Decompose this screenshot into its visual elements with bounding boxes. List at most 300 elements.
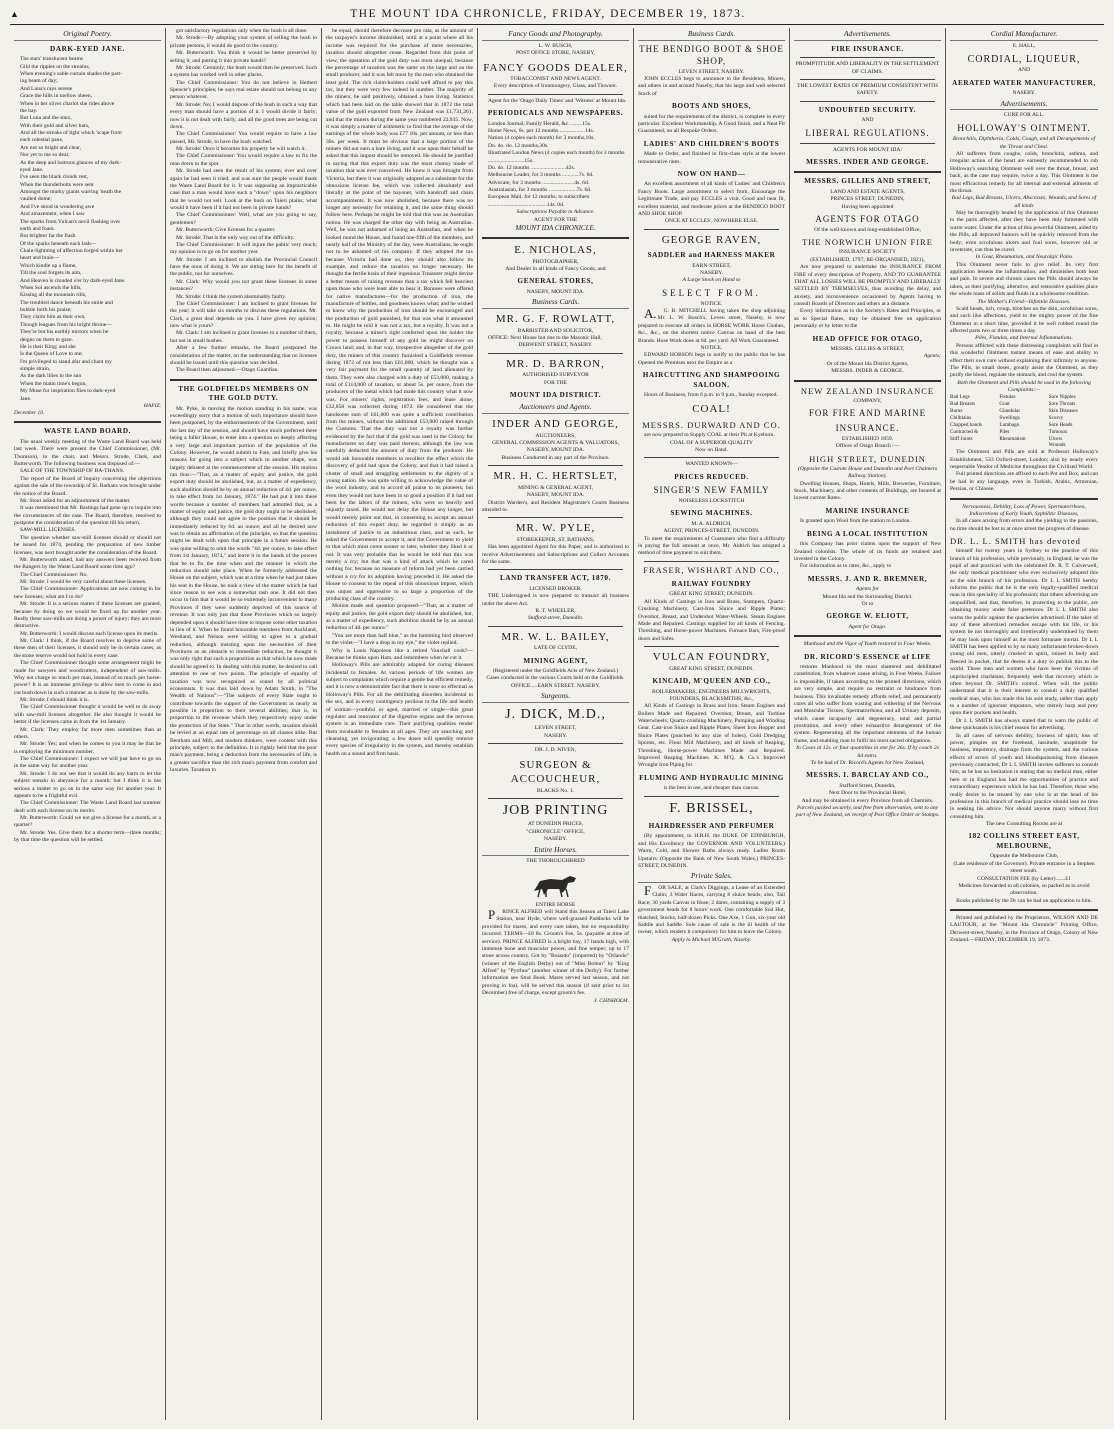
barclay-name: MESSRS. I. BARCLAY AND CO., — [806, 771, 929, 780]
hertslet-loc: NASEBY, MOUNT IDA. — [526, 492, 585, 499]
nicholas-sub: PHOTOGRAPHER, — [532, 258, 579, 265]
general-stores: GENERAL STORES, — [517, 277, 594, 286]
poem-line: With their gold and silver bars, — [20, 122, 90, 129]
nz-est: ESTABLISHED 1859. — [841, 435, 894, 442]
raven-loc-2: NASEBY. — [699, 270, 724, 277]
periodical-item: Advocate, for 3 months .......................4s. 6d. — [488, 179, 590, 186]
bailey-loc: OFFICE.....EARN STREET. NASEBY. — [511, 682, 600, 689]
poem-line: Is the Queen of Love to me; — [20, 351, 83, 358]
imprint: Printed and published by the Proprietors, WILSON AND DE LAUTOUR, at the "Mount Ida Chronicle" Printing Office, Derwent-street, Naseby, in the Province of Otago, Colony of New Zealand.—FRIDAY, DECEMBER 19, 1873. — [950, 915, 1098, 944]
divider — [950, 498, 1098, 500]
paragraph: "You are more than half blue," as the humming bird observed to the violet—"I have a drop in my eye," the violet replied. — [326, 632, 473, 647]
nz-text: Dwelling Houses, Shops, Hotels, Mills, Breweries, Furniture, Stock, Machinery, and other contents of Buildings, are Insured at lowest current Rates. — [794, 480, 941, 502]
rooms-late: (Late residence of the Governor). Private entrance in a Stephen street south. — [953, 860, 1095, 875]
cure-for-all: CURE FOR ALL. — [1003, 112, 1045, 119]
prices-reduced: PRICES REDUCED. — [674, 472, 749, 481]
poem-line: When in her silver chariot she rides above — [20, 100, 115, 107]
pyle-name: MR. W. PYLE, — [515, 522, 596, 535]
paragraph: The Chief Commissioner thought some arrangement might be made for sawyers and woodcutters, independent of saw-mills. Why not charge so much per man, instead of so much per horse-power? It is an immense privilege to allow men to come in and cut bush down in such a manner as is done by the saw-mills. — [14, 660, 161, 696]
divider — [170, 379, 317, 381]
section-head-surgeons: Surgeons. — [482, 691, 629, 703]
fraser-name: FRASER, WISHART AND CO., — [643, 564, 780, 575]
gillies-agents: AGENTS FOR OTAGO — [815, 214, 920, 225]
brissel-text: (By appointment, to H.R.H. the DUKE OF EDINBURGH, and His Excellency the GOVERNOR AND VOLUNTEERS.) Warm, Cold, and Shower Baths always ready. Ladies Room Upstairs. (Opposite the Bank of New South Wales,) PRINCES-STREET, DUNEDIN. — [638, 833, 785, 869]
barron-district: MOUNT IDA DISTRICT. — [509, 390, 602, 399]
divider — [14, 421, 161, 423]
complaint-item: Burns — [950, 408, 963, 415]
poem-line: Though leagues from his bright throne— — [20, 321, 112, 328]
periodicals-title: PERIODICALS AND NEWSPAPERS. — [487, 109, 624, 118]
aldrich-sub: AGENT, PRINCES-STREET, DUNEDIN. — [663, 528, 760, 535]
smith-all: In all cases of nervous debility, lowness of spirit, loss of power, pimples on the forehead, lassitude, unaptitude for business, impotency, drainage from the system, and the various effects of errors of youth and bloodspoisoning from diseases previously contracted, Dr L L SMITH invites sufferers to consult him, as he has no hesitation in stating that no medical man, either here or in England has had the opportunities of practice and extraordinary experience which he has had. Therefore, those who really desire to be treated by one who is at the head of his profession in this branch of medical practice should lose no time in seeking his advice. Nor should anyone marry without first consulting him. — [950, 732, 1098, 820]
divider — [488, 743, 623, 744]
poem-line: The troubled dance beneath his smile and — [20, 299, 113, 306]
poem-line: Of the sparks beneath each lash— — [20, 240, 97, 247]
paragraph: The report of the Board of Inquiry concerning the objections against the sale of the township of St. Bathans was brought under the notice of the Board. — [14, 475, 161, 497]
section-head-business-cards: Business Cards. — [482, 297, 629, 309]
sale-text: FOR SALE, at Clark's Diggings, a Lease of an Extended Claim; 3 Water Races, carrying 8 sluice heads; also, Tail Race; 30 yards Canvas in Hose; 2 dams, containing a supply of 3 government heads for 8 hours' work. One comfortable Sod Hut, thatched; Stocks, half-dozen Picks. One Axe, 1 Gun, six-year old Saddle and Saddle. Sole cause of sale is the ill health of the owner, which renders it compulsory for him to leave the Colony. — [638, 883, 785, 936]
bendigo-text: JOHN ECCLES begs to announce to the Residents, Miners, and others in and around Naseby, that his large and well selected Stock of — [638, 75, 785, 97]
aerated-title: AERATED WATER MANUFACTURER, — [952, 78, 1096, 87]
ricord-text: restores Manhood to the most shattered and debilitated constitution, from whatever cause arising, in Four Weeks. Failure is impossible, if taken according to the printed directions, which are very simple, and require no restraint or hindrance from business. This invaluable remedy affords relief, and permanently cures all who suffer from wasting and withering of the Nervous and Muscular Tissues, Spermatorrhoea, and all Urinary deposits, which cause incapacity and degeneracy, total and partial prostration, and every other exhaustive derangement of the system. Regenerating all the important elements of the human frame, and enabling man to fulfil his most sacred obligations. — [794, 664, 941, 744]
section-head-poetry: Original Poetry. — [14, 29, 161, 41]
horse-signature: J. CHISHOLM. — [594, 997, 629, 1004]
poem-line: bubble forth his praise; — [20, 307, 72, 314]
piles-title: Piles, Fistulas, and Internal Inflammations. — [975, 335, 1073, 342]
poem-line: As the dark lilies to the sun — [20, 373, 82, 380]
complaint-item: Sore Nipples — [1048, 394, 1076, 401]
article-title-waste-land: WASTE LAND BOARD. — [43, 427, 132, 436]
poem-line: Are not so bright and clear, — [20, 144, 81, 151]
poem-line: earth and foam. — [20, 225, 55, 232]
raven-name: GEORGE RAVEN, — [661, 233, 762, 246]
sale-signature: Apply to Michael M'Grath, Naseby. — [671, 936, 752, 943]
naseby-text: NASEBY. — [1012, 90, 1036, 97]
barclay-text-2: And may be obtained in every Province from all Chemists. — [801, 797, 934, 804]
complaint-item: Skin Diseases — [1048, 408, 1078, 415]
poem-line: They claim him as their own, — [20, 314, 86, 321]
agent-for: AGENT FOR THE — [533, 216, 578, 223]
barclay-loc: Stafford Street, Dunedin, — [839, 782, 896, 789]
elliott-sub: Agent for Otago. — [848, 623, 887, 630]
marine-text: Is granted upon Wool from the station to London. — [800, 518, 911, 525]
paragraph: Mr. Strode: I am inclined to abolish the Provincial Council have the onus of doing it. We are sitting here for the benefit of the public, not for ourselves. — [170, 256, 317, 278]
aldrich-name: M. A. ALDRICH, — [691, 520, 732, 527]
periodical-item: London Journal, Family Herald, &c. ........15s. — [488, 120, 592, 127]
divider — [488, 626, 623, 627]
bremner-sub: Agents for — [855, 586, 880, 593]
paragraph: The Chief Commissioner: You would require a law to fix the man down to the spot. — [170, 153, 317, 167]
complaint-item: Gout — [999, 401, 1010, 408]
complaint-item: Glandular — [999, 408, 1021, 415]
bendigo-title: THE BENDIGO BOOT & SHOE SHOP, — [639, 43, 784, 66]
paragraph: The Chief Commissioner: You do not believe in Herbert Spencer's principles; he says real estate should not belong to any person whatever. — [170, 79, 317, 101]
complaint-item: Chapped hands — [950, 421, 982, 428]
raven-loc: EARN-STREET, — [692, 262, 731, 269]
paragraph: Mr. Strode: I would be very careful about these licenses. — [20, 579, 147, 586]
head-sub: MESSRS. GILLIES & STREET, — [830, 346, 905, 353]
divider — [644, 796, 779, 797]
divider — [488, 569, 623, 570]
poem-line: And amazement, when I saw — [20, 211, 85, 218]
rooms-text: The new Consulting Rooms are at — [985, 821, 1063, 828]
poem-line: My Muse for inspiration flies to dark-eyed — [20, 388, 116, 395]
norwich-text-2: Every information as to the Society's Rates and Principles, or as to Special Rates, may be obtained free on application personally or by letter to the — [794, 308, 941, 330]
poem-line: And all the streaks of light which 'scape from — [20, 130, 122, 137]
haircutting-text: Hours of Business, from 6 p.m. to 9 p.m., Sunday excepted. — [644, 392, 778, 399]
pyle-sub: STOREKEEPER, ST. BATHANS, — [516, 536, 595, 543]
poem-line: But Luna and the stars, — [20, 115, 72, 122]
paragraph: Mr. Strode: Certainly; the bush would then be preserved. Such a system has worked well in other places. — [170, 64, 317, 79]
article-body-goldfields — [170, 406, 317, 775]
holloway-sub: Bronchitis, Diphtheria, Colds, Cough, and all Derangements of the Throat and Chest. — [952, 136, 1096, 150]
paragraph: Mr. Butterworth asked, had any answers been received from the Rangers by the Waste Land Board some time ago? — [14, 556, 161, 571]
divider — [482, 237, 629, 239]
complaint-item: Tumours — [1048, 428, 1068, 435]
complaints-list — [950, 394, 1098, 449]
nervousness-text: In all cases arising from errors and the yielding to the passions, no time should be lost to at once arrest the progress of disease. — [950, 518, 1098, 532]
land-name: R. T. WHEELER, — [535, 607, 576, 614]
poem-title: DARK-EYED JANE. — [50, 44, 125, 53]
section-head-private-sales: Private Sales. — [638, 871, 785, 883]
piles-text: Persons afflicted with these distressing complaints will find in this wonderful Ointment instant means of ease and ability to effect their own cure without explaining their infirmity to anyone. The Pills, in small doses, greatly assist the Ointment, as they purify the blood, regulate the stomach, and cool the system. — [950, 342, 1098, 379]
promptitude: PROMPTITUDE AND LIBERALITY IN THE SETTLEMENT OF CLAIMS. — [795, 61, 940, 75]
gout-text: This Ointment never fails to give relief. Its very first application lessens the inflammation, and diminishes both heat and pain. In severe and chronic cases the Pills should always be taken, as their purifying, alterative, and restorative qualities place the whole mass of solids and fluids in a wholesome condition. — [950, 261, 1098, 298]
brissel-sub: HAIRDRESSER AND PERFUMER — [648, 821, 775, 830]
vulcan-sub: KINCAID, M'QUEEN AND CO., — [652, 677, 771, 685]
periodical-item: Do. do. do. 12 months,30s. — [488, 142, 549, 149]
busch-agent: Agent for the 'Otago Daily Times' and 'Witness' at Mount Ida. — [488, 97, 627, 104]
column-2 — [166, 28, 322, 1420]
inder-name: INDER AND GEORGE, — [492, 418, 619, 431]
paper-name: MOUNT IDA CHRONICLE. — [515, 223, 596, 232]
boots-title: BOOTS AND SHOES, — [672, 102, 751, 111]
vulcan-loc: GREAT KING STREET, DUNEDIN. — [669, 665, 754, 672]
gillies-loc: PRINCES STREET, DUNEDIN, — [830, 196, 905, 203]
poem-line: ing beam of day; — [20, 78, 58, 85]
paragraph: Mr. Strode:—By adopting your system of selling the bush to private persons, it would do good to the country. — [170, 35, 317, 49]
horse-sub: ENTIRE HORSE — [535, 901, 576, 908]
wanted-known: WANTED KNOWN— — [685, 461, 738, 468]
nz-loc: HIGH STREET, DUNEDIN — [809, 453, 926, 464]
paragraph: The Board then adjourned.—Otago Guardian. — [176, 367, 279, 374]
section-head-business-cards: Business Cards. — [638, 29, 785, 41]
barron-sub: AUTHORISED SURVEYOR — [522, 372, 589, 379]
paragraph: The Chief Commissioner: Well, what are you going to say, gentlemen? — [170, 212, 317, 226]
ladies-text: Made to Order, and finished in first-class style at the lowest remunerative rates. — [638, 151, 785, 165]
masthead-mark: ▲ — [10, 9, 20, 19]
paragraph: The Chief Commissioner: I am inclined to grant licenses for the year; it will take six months to discuss these regulations. Mr. Clark, a great deal depends on you. I have given my opinion; now what is yours? — [170, 300, 317, 329]
holloway-text: All sufferers from coughs, colds, bronchitis, asthma, and irregular action of the heart are earnestly recommended to rub Holloway's searching Ointment well over the throat, breast, and back, as the case may require, twice a day. This Ointment is the most efficacious remedy for all internal and external ailments of the throat. — [950, 151, 1098, 194]
paragraph: Mr. Butterworth: I would discuss each license upon its merits. — [20, 630, 159, 637]
poem-line: Which kindle up a flame, — [20, 262, 77, 269]
paragraph: Mr. Strode: No; I would dispose of the bush in such a way that every man should have a portion of it. I would divide it fairly; now it is not dealt with fairly, and all the good trees are being cut down. — [170, 101, 317, 130]
paragraph: The Chief Commissioner: Applications are now coming in for new licenses; what am I to do? — [14, 586, 161, 600]
singer-title: SINGER'S NEW FAMILY — [653, 485, 770, 496]
bailey-sub-2: MINING AGENT, — [523, 656, 588, 665]
column-4 — [478, 28, 634, 1420]
masthead — [10, 4, 1104, 25]
divider — [488, 798, 623, 799]
mitchell-text: A.G. B. MITCHELL having taken the shop adjoining Mr. L. W. Busch's, Leven street, Naseby, is now prepared to execute all orders in HORSE WORK Horse Clothes, &c., &c., on the shortest notice Canvas on hand of the best Brands. Hose Work done at 6d. per yard. All Work Guaranteed. — [638, 306, 785, 344]
poem-line: The stars' translucent beams — [20, 56, 83, 63]
periodicals-list — [482, 121, 629, 210]
niven-name: DR. J. D. NIVEN, — [534, 747, 577, 754]
poem-line: eyed Jane. — [20, 166, 44, 173]
coal-quality: COAL OF A SUPERIOR QUALITY — [669, 439, 754, 446]
bailey-text-2: Cases conducted in the various Courts held on the Goldfields. — [486, 675, 625, 682]
divider — [794, 635, 941, 637]
raven-select: SELECT FROM. — [662, 287, 761, 298]
ladies-title: LADIES' AND CHILDREN'S BOOTS — [643, 139, 780, 148]
paragraph: Mr. Stout asked for an adjournment of the matter. — [20, 497, 131, 504]
nicholas-text: And Dealer in all kinds of Fancy Goods, and — [505, 266, 606, 273]
periodical-item: Melbourne Leader, for 3 months ............7s. 6d. — [488, 172, 594, 179]
paragraph: Holloway's Pills are admirably adapted for curing diseases incidental to females. At various periods of life women are subject to complaints which require a gentle but efficient remedy, and it is now a demonstrable fact that there is none so effectual as Holloway's Pills. For all the debilitating disorders incidental to the sex, and in every contingency perilous to the life and health of woman—youthful or aged, married or single—this great regulator and renovator of the digestive organs and the nervous system is an immediate cure. Their purifying qualities render them invaluable to females at all ages. They are searching and cleansing, yet invigorating; a few doses will speedily remove every species of irregularity in the system, and thereby establish health on a sound and firm basis. — [326, 662, 473, 757]
durward-text: are now prepared to Supply COAL at their Pit at Kyeburn. — [644, 432, 775, 439]
masthead-title: THE MOUNT IDA CHRONICLE, FRIDAY, DECEMBER 19, 1873. — [350, 8, 746, 20]
agents-inder-george: MESSRS. INDER AND GEORGE. — [806, 157, 929, 166]
divider — [800, 57, 935, 58]
raven-sub: SADDLER and HARNESS MAKER — [647, 251, 776, 260]
divider — [644, 457, 779, 458]
local-institution: BEING A LOCAL INSTITUTION — [806, 529, 929, 538]
smith-warn: Dr L L SMITH has always stated that to warn the public of these quicksands is his chief reason for advertising. — [950, 717, 1098, 732]
directions-text: Full printed directions are affixed to each Pot and Box, and can be had in any language, even in Turkish, Arabic, Armenian, Persian, or Chinese. — [950, 471, 1098, 493]
lowest-rates: THE LOWEST RATES OF PREMIUM CONSISTENT WITH SAFETY. — [797, 83, 938, 97]
divider — [800, 79, 935, 80]
paragraph: The Chief Commissioner: You would require to have a law passed, Mr. Strode, to have the bush watched. — [170, 131, 317, 145]
column-1 — [10, 28, 166, 1420]
divider — [488, 94, 623, 95]
gillies-sub: LAND AND ESTATE AGENTS, — [830, 188, 905, 195]
divider — [488, 517, 623, 518]
elliott-name: GEORGE W. ELIOTT, — [826, 612, 909, 621]
and-text: AND — [861, 117, 874, 124]
nervousness-title: Nervousness, Debility, Loss of Power, Spermatorrhoea, Indiscretions of Early Youth, Syphilitic Diseases, — [962, 503, 1086, 517]
section-head-cordial: Cordial Manufacturer. — [950, 29, 1098, 41]
fluming-text: is the best in use, and cheaper than canvas. — [663, 785, 760, 792]
liberal-regulations: LIBERAL REGULATIONS. — [805, 127, 930, 138]
barclay-text: Next Door to the Provincial Hotel, — [828, 790, 907, 797]
poem-line: They're but his earthly mirrors when he — [20, 329, 109, 336]
gillies-text-2: Of the well-known and long-established Office, — [814, 226, 921, 233]
paragraph: Mr. Strode had seen the result of his system; over and over again he had seen it tried, and was sure the people would thank the Waste Land Board for it. It was supposing an impracticable case that a man would have such a "down" upon his neighbors that he would not sell. Look at the bush on Taieri plains; what would it have been if it had not been in private hands? — [170, 168, 317, 211]
poem-line: Chain-lightning of affection forged within her — [20, 248, 123, 255]
vulcan-text: All Kinds of Castings in Brass and Iron. Steam Engines and Boilers Made and Repaired. Overshot, Breast, and Turbine Waterwheels; Quartz-crushing Machinery, Pumping and Winding Gear. Cast-iron Sluice and Ripple Plates, Sheet Iron Hopper and Sluice Plates (punched to any size of holes), Gold Dredging Spoons, etc. Flour Mill Machinery, and all kinds of Reaping, Threshing, Horse-power Machines Made and Repaired. Improved Reaping Machines. K. M'Q. & Co.'s Improved Wrought Iron Piping for — [638, 703, 785, 769]
paragraph: The Chief Commissioner: No. — [20, 571, 88, 578]
and-text: AND — [1017, 67, 1031, 74]
inder-sub: AUCTIONEERS, — [535, 432, 576, 439]
horse-illustration — [526, 869, 586, 899]
haircutting-title: HAIRCUTTING AND SHAMPOOING SALOON. — [642, 371, 781, 389]
complaint-item: Bad Legs — [950, 394, 970, 401]
section-head-auctioneers: Auctioneers and Agents. — [482, 402, 629, 414]
norwich-text: Are now prepared to undertake the INSURANCE FROM FIRE of every description of Property, AND TO GUARANTEE THAT ALL LOSSES WILL BE PROMPTLY AND LIBERALLY SETTLED BY THEMSELVES, thus avoiding the delay, and anxiety, and inconvenience occasioned by Agents having to consult Boards of Directors and others at a distance. — [794, 264, 941, 308]
rowlatt-sub: BARRISTER AND SOLICITOR, — [517, 327, 594, 334]
rooms-address: 182 COLLINS STREET EAST, MELBOURNE, — [968, 832, 1080, 850]
paragraph: The Chief Commissioner: It will injure the public very much; my opinion is to go on for another year. — [170, 241, 317, 256]
divider — [794, 171, 941, 173]
smith-title: DR. L. L. SMITH has devoted — [950, 536, 1081, 546]
mother-text: Scald heads, itch, croup, blotches on the skin, scrofulous sores, and such like affections, yield to the mighty power of the fine Ointment in a short time, provided it be well rubbed round the affected parts two or three times a day. — [950, 305, 1098, 334]
article-body-continued — [170, 28, 317, 375]
periodical-item: Do. do. 12 months .........................42s. — [488, 164, 576, 171]
holloway-title: HOLLOWAY'S OINTMENT. — [957, 123, 1091, 134]
periodical-item: Nation (4 copies each month) for 3 months,10s. — [488, 135, 595, 142]
bailey-text: (Registered under the Goldfields Acts of New Zealand.) — [492, 668, 619, 675]
paragraph: Mr. Strode: That is the only way out of the difficulty. — [176, 234, 295, 241]
fire-insurance: FIRE INSURANCE. — [831, 44, 904, 53]
poem-line: He is their King; and she — [20, 343, 76, 350]
aldrich-text: To meet the requirements of Customers who find a difficulty in paying the full amount at once, Mr. Aldrich has adopted a method of time payment to suit them. — [638, 535, 785, 557]
local-text-2: For information as to rates, &c., apply to — [800, 563, 892, 570]
paragraph: After a few further remarks, the Board postponed the consideration of the matter, on the understanding that no licenses should be issued until this question was decided. — [170, 345, 317, 366]
poem-line: When the thunderbolts were sent — [20, 181, 94, 188]
legs-text: May be thoroughly healed by the application of this Ointment to the parts affected, after they have been duly fomented with warm water. Under the action of this powerful Ointment, aided by the Pills, all depraved humors will be quickly removed from the body; even scrofulous ulcers and foul sores, however old or inveterate, can thus be cured. — [950, 210, 1098, 253]
coal-now: Now on Hand. — [695, 446, 728, 453]
poem-line: Kissing all the mountain rills, — [20, 292, 87, 299]
cordial-title: CORDIAL, LIQUEUR, — [967, 54, 1081, 66]
complaint-item: Piles — [999, 428, 1010, 435]
column-3 — [322, 28, 478, 1420]
complaint-item: Sore Throats — [1048, 401, 1076, 408]
nz-sub: COMPANY, — [853, 397, 882, 404]
complaint-item: Scurvy — [1048, 414, 1064, 421]
nz-insurance: INSURANCE. — [835, 423, 900, 434]
land-text: THE Undersigned is now prepared to transact all business under the above Act. — [482, 593, 629, 607]
complaint-item: Chilblains — [950, 414, 972, 421]
paragraph: Mr. Butterworth: Could we not give a license for a month, or a quarter? — [14, 815, 161, 829]
brissel-name: F. BRISSEL, — [669, 800, 754, 816]
rowlatt-loc: DERWENT STREET, NASEBY. — [518, 342, 593, 349]
nz-fire: FOR FIRE AND MARINE — [808, 408, 927, 419]
marine-insurance: MARINE INSURANCE — [825, 506, 910, 515]
poem-date: December 10. — [14, 410, 45, 417]
paragraph: got satisfactory regulations only when the bush is all done. — [176, 28, 308, 34]
bailey-sub: LATE OF CLYDE, — [533, 645, 578, 652]
rooms-opposite: Opposite the Melbourne Club, — [989, 853, 1059, 860]
land-title: LAND TRANSFER ACT, 1870. — [500, 574, 611, 583]
section-head-entire-horses: Entire Horses. — [482, 845, 629, 857]
poem-line: Gild the ripples on the streams, — [20, 63, 90, 70]
poem-line: When Sol ascends the hills, — [20, 284, 82, 291]
horse-title: THE THOROUGHBRED — [526, 858, 585, 865]
busch-heading-2: TOBACCONIST AND NEWS AGENT. — [510, 76, 601, 83]
hertslet-name: MR. H. C. HERTSLET, — [493, 470, 618, 483]
paragraph: The usual weekly meeting of the Waste Land Board was held last week. There were present the Chief Commissioner, (Mr. Thomson), in the chair, and Messrs. Strode, Clark, and Butterworth. The following business was disposed of:— — [14, 438, 161, 468]
complaint-item: Wounds — [1048, 442, 1066, 449]
paragraph: Mr. Pyke, in moving the motion standing in his name, was exceedingly sorry that a motion of such importance should have been postponed, by the embarrassments of the Government, until the last day of the session, and should have much preferred there being a fuller House, to enter into a question so deeply affecting a very large and important portion of the population of the Colony. However, he would submit to Fate, and briefly give his reasons for going into a subject which in another shape, was largely debated at the commencement of the session. His motion ran thus:—"That, as a matter of equity and justice, the gold export duty should be abolished, but, as a matter of expediency, such abolition should be by an annual reduction of 4d. per ounce, to take effect from 1st January, 1874." He had put it into these words because a number of members had admitted that, as a matter of equity and justice, the gold duty ought to be abolished, although they could not agree to the position that it should be immediately reduced by 6d. an ounce; and all he desired now was to obtain an affirmation of the principle, so that the question might be dealt with upon that principle in a future session. He was quite willing to omit the words "4d. per ounce, to take effect from 1st January, 1874," and leave it in the hands of the powers that be to fix the time when and the manner in which the reduction should take place. When he formerly addressed the House on the subject, which was at a time when he had just taken his seat in the House, he took a view of the matter which he had since reason to see was a somewhat rash one. It did not then occur to him that it would be so extremely inconvenient to many Provinces if they were suddenly deprived of this source of revenue. It was only just that those Provinces which so largely depended upon it should have time to impose some other taxation in lieu of it. When he found honorable members from Auckland, Westland, and Nelson were willing to agree to a gradual reduction, although insisting upon the necessities of their Provinces as an obstacle to immediate reduction, he thought it was only right that such a proposition as that which he now made should be agreed to. In dealing with this matter, he desired to call attention to one or two points. The principle of equality of taxation was now recognized as sound by all political economists. It was thus laid down by Adam Smith, in "The Wealth of Nations":—"The subjects of every State ought to contribute towards the support of the Government as nearly as possible in proportion to their several abilities; that is, in proportion to the revenue which they respectively enjoy under the protection of the State." That in other words, taxation should be levied at an equal rate of percentage on all classes alike. But Bentham and Mill, and modern thinkers, were content with this principle, subject to the definition. It is rightly held that the poor man's payment, being a deduction from the necessaries of life, is a greater sacrifice than the rich man's payment from comfort and luxuries. Taxation to — [170, 405, 317, 773]
poem-line: And Luna's rays serene — [20, 85, 73, 92]
rowlatt-name: MR. G. F. ROWLATT, — [495, 313, 616, 326]
column-5 — [634, 28, 790, 1420]
periodical-item: Illustrated London News (4 copies each month) for 3 months ..........................15s. — [488, 150, 625, 164]
job-office: "CHRONICLE" OFFICE, — [526, 828, 585, 835]
periodical-item: Australasian, for 3 months ....................7s. 6d. — [488, 187, 592, 194]
boots-text: suited for the requirements of the district, is complete in every particular. Excellent Workmanship, A Good finish, and a Neat Fit Guaranteed, on all Bespoke Orders. — [638, 113, 785, 135]
singer-sub-2: SEWING MACHINES. — [670, 509, 753, 518]
vulcan-sub-2: BOILERMAKERS, ENGINEERS MILLWRIGHTS, FOUNDERS, BLACKSMITHS, &c., — [652, 688, 771, 702]
complaint-item: Rheumatism — [999, 435, 1026, 442]
nz-offices: Offices of Otago Branch :— — [835, 443, 900, 450]
barron-for: FOR THE — [543, 379, 568, 386]
general-loc: NASEBY, MOUNT IDA. — [526, 288, 585, 295]
complaint-item: Lumbago — [999, 421, 1020, 428]
land-loc: Stafford-street, Dunedin. — [527, 615, 584, 622]
both-title: Both the Ointment and Pills should be used in the following Complaints:— — [957, 379, 1091, 393]
inder-loc: NASEBY, MOUNT IDA. — [526, 447, 585, 454]
paragraph: Mr. Clark: I am inclined to grant licenses to a number of them, but not in small bushes. — [170, 330, 317, 344]
paragraph: Mr. Strode: I should think it is. — [20, 697, 89, 704]
paragraph: Mr. Clark: They employ far more men sometimes than at others. — [14, 726, 161, 740]
hertslet-sub: MINING & GENERAL AGENT, — [518, 484, 593, 491]
poem-line: And I've stood in wondering awe — [20, 203, 95, 210]
divider — [794, 380, 941, 382]
or-text: Or to — [861, 600, 874, 607]
poem-line: Till the soul forgets its aim, — [20, 270, 82, 277]
ricord-title: DR. RICORD'S ESSENCE of LIFE — [804, 652, 931, 661]
complaint-item: Swellings — [999, 414, 1020, 421]
fluming-title: FLUMING AND HYDRAULIC MINING — [639, 773, 784, 782]
ricord-cases: In Cases at 12s. or four quantities in one for 36s. If by coach 2s 6d extra. — [796, 745, 939, 759]
complaint-item: Sore Heads — [1048, 421, 1073, 428]
divider — [488, 353, 623, 354]
raven-stock: A Large Stock on Hand to — [682, 277, 741, 284]
head-or: Or of the Mount Ida District Agents, — [826, 360, 909, 367]
complaint-item: Ulcers — [1048, 435, 1063, 442]
rowlatt-text: OFFICE: Next House but one to the Masonic Hall, — [488, 334, 602, 341]
busch-heading: FANCY GOODS DEALER, — [483, 61, 628, 74]
poem-line: each celestial pane, — [20, 137, 64, 144]
fraser-loc: GREAT KING STREET, DUNEDIN. — [669, 591, 754, 598]
paragraph: Mr. Clark: Why would you not grant these licenses in some instances? — [170, 278, 317, 293]
divider — [800, 101, 935, 102]
poem-line: Nor yet to me so dear, — [20, 152, 70, 159]
legs-title: Bad Legs, Bad Breasts, Ulcers, Abscesses, Wounds, and Sores of all kinds — [951, 195, 1097, 209]
singer-sub: NOISELESS LOCKSTITCH — [678, 498, 745, 505]
parcels-note: Parcels packed securely, and free from observation, sent to any part of New Zealand, on receipt of Post Office Order or Stamps. — [795, 804, 940, 819]
section-head-advertisements: Advertisements. — [794, 29, 941, 41]
inder-text-2: Business Conducted in any part of the Province. — [501, 454, 610, 461]
poem-line: heart and brain— — [20, 255, 60, 262]
article-title-goldfields: THE GOLDFIELDS MEMBERS ON THE GOLD DUTY. — [178, 384, 309, 403]
poem-line: Jane. — [20, 395, 32, 402]
hall-name: E. HALL, — [1012, 42, 1036, 49]
manhood-title: Manhood and the Vigor of Youth restored in Four Weeks. — [803, 641, 932, 648]
now-on-hand: NOW ON HAND— — [677, 169, 746, 178]
vulcan-name: VULCAN FOUNDRY, — [652, 651, 771, 664]
article-body-waste-land — [14, 439, 161, 845]
paragraph: be equal, should therefore decrease pro rata, as the amount of the taxpayer's income diminished, until at a point where all his income was required for the purchase of mere necessaries, taxation should altogether cease. Regarded from this point of view, the operation of the gold duty was most unequal, because the percentage of taxation was the same on the large and on the small producer, and it was felt most by the men who obtained the least gold. The rich claim-holders could well afford to pay this tax, but they were very few indeed in number. The majority of the miners, he said positively, obtained a bare living. Statistics which had been laid on the table showed that in 1872 the total value of the gold exported from New Zealand was £1,731,261, and that the miners during the same year numbered 22,935. Now, it was simply a matter of arithmetic to find that the average of the earnings of the whole body was £77 10s. per annum, or less than 30s. per week. It must be obvious that a large portion of the miners did not earn a bare living, and it was upon their behalf he asked that this impost should be removed. He should be justified in saying that this export duty was the most clumsy mode of taxation that was ever conceived. He knew it was brought from Victoria, but there it was originally adopted as a substitute for the obnoxious license fee, which was collected absolutely and literally at the point of the bayonet, with handcuff and chain accompaniments. It was now abolished, because there was no longer any necessity for retaining it, and the same thing should follow here. Perhaps he might be told that this was an Australian notion. He was charged the other day with being an Australian. Well, he was not ashamed of being an Australian, and when he looked round the House, and found one-fifth of the members, and nearly half of the Ministry of the day, were Australians, he ought not to be ashamed of his company. If they adopted the tax because Victoria had done so, they should also follow its example, and reduce the taxation no longer necessary. He thought the fertile brain of their ingenious Treasurer might devise a better means of raising revenue than a tax which fell heaviest upon those who were least able to bear it. Bonuses were offered for native manufactures—for the production of iron, the manufacture of bottles, and goodness knows what; and he wished to know why the production of iron should be encouraged and the production of gold punished, for that was what it amounted to. He might be told it was not a tax, but a royalty. It was not a royalty, because a miner's right conferred upon the holder the power to possess himself of any gold he might discover on Crown land; and, in that way, irrespective altogether of the gold duty, the miners of this country furnished a Goldfields revenue during 1872 of not less than £61,000, which he thought was a very fair payment for the small quantity of land alienated by them. They were also charged with a duty of £53,000, making a total of £114,000 of taxation, or about 5s. per ounce, from the producers of the metal which had made this country what it now was. For miners' rights, registration fees, and lease alone, £32,858 was collected during 1872. He considered that the handsome sum of £61,000 was quite a sufficient contribution from the miners, without the additional £53,000 raised through the Customs. That the duty was not a royalty was further evidenced by the fact that if the gold was used in the Colony for manufactures no duty was paid thereon, although the law was carefully deducted the amount of duty from the producer. He would ask honorable members to recollect the effect which the discovery of gold had upon the Colony, and that it had raised a cluster of small and struggling settlements to the dignity of a young nation. He was quite willing to acknowledge the value of the wool industry, and to accord all praise to its pioneers; but even they would not have been in so good a position if it had not been for the labors of the miners, who were so heavily and unjustly taxed. He would not delay the House any longer, but would merely point out that, in consenting to accept an annual reduction of this export duty, he regarded it simply as an instalment of justice to an industrious class, and as such, he asked the Government to accept it, and the Government to yield to that which must come sooner or later, whether they liked it or not. It was very probable that he would be told that this was merely a cry; but that was a kind of attack which he cared nothing for, because no measure of reform had yet been carried without a cry for its adoption having preceded it. He asked the House to consent to the repeal of this obnoxious impost, which was unjust and oppressive to so large a proportion of the producing class of the country. — [326, 28, 473, 602]
fraser-text: All Kinds of Castings in Iron and Brass, Stampers, Quartz-Crushing Machinery, Cast-Iron Sluice and Ripple Plates; Overshot, Breast, and Undershot Water-Wheels. Steam Engines Made and Repaired. Castings supplied for all kinds of Fencing. Threshing, and Horse-power Machines. Furnace Bars, Fire-proof doors and Safes. — [638, 598, 785, 642]
paragraph: It was mentioned that Mr. Bastings had gone up to inquire into the circumstances of the case. The Board, therefore, resolved to postpone the consideration of the question till his return. — [14, 505, 161, 527]
books-text: Books published by the Dr can be had on application to him. — [956, 897, 1092, 904]
column-7 — [946, 28, 1102, 1420]
paragraph: Mr. Butterworth: Give licenses for a quarter. — [176, 227, 276, 234]
divider — [644, 646, 779, 647]
paragraph: Mr. Strode: Once it becomes his property he will watch it. — [176, 146, 306, 152]
notice-title-1: NOTICE. — [700, 300, 723, 307]
now-text: An excellent assortment of all kinds of Ladies' and Children's Fancy Boots. Large assortment to select from. Encourage the Legitimate Trade, and pay ECCLES a visit. Good and neat fit, excellent material, and moderate prices at the BENDIGO BOOT AND SHOE SHOP. — [638, 181, 785, 217]
paragraph: Mr. Strode: Yes; and when he comes to you it may be that he is employing the minimum number. — [14, 741, 161, 755]
gillies-name: MESSRS. GILLIES AND STREET, — [804, 177, 931, 186]
bremner-loc: Mount Ida and the Surrounding District. — [822, 593, 913, 600]
poem-signature: HAFIZ. — [143, 402, 161, 409]
poem-line: Amongst the murky giants warring 'neath the — [20, 189, 122, 196]
divider — [644, 561, 779, 562]
divider — [800, 143, 935, 144]
